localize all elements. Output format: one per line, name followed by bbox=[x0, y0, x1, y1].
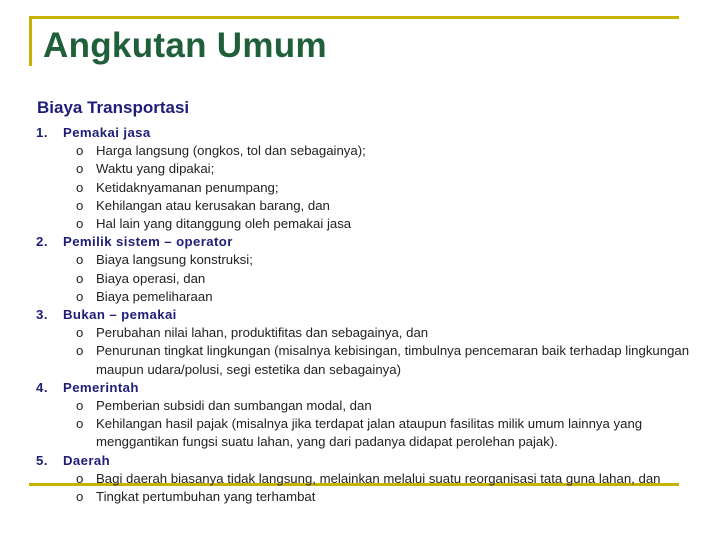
sub-item-text: Perubahan nilai lahan, produktifitas dan sebagainya, dan bbox=[96, 325, 429, 341]
sub-item bbox=[63, 397, 696, 415]
item-heading: Pemakai jasa bbox=[63, 125, 151, 140]
sub-item-text: Ketidaknyamanan penumpang; bbox=[96, 179, 279, 195]
sub-item-text: Pemberian subsidi dan sumbangan modal, dan bbox=[96, 398, 372, 414]
circle-bullet-icon: o bbox=[76, 143, 84, 159]
list-item bbox=[36, 379, 696, 452]
sub-item bbox=[63, 179, 696, 197]
item-heading: Pemilik sistem – operator bbox=[63, 234, 233, 250]
sub-item-text: Bagi daerah biasanya tidak langsung, melainkan melalui suatu reorganisasi tata guna lahan, dan bbox=[96, 470, 661, 486]
slide-subtitle: Biaya Transportasi bbox=[37, 98, 190, 117]
item-heading: Pemerintah bbox=[63, 379, 139, 395]
item-number: 1. bbox=[36, 125, 48, 140]
item-number: 5. bbox=[36, 452, 48, 468]
circle-bullet-icon: o bbox=[76, 325, 84, 341]
item-heading: Daerah bbox=[63, 452, 111, 468]
sub-item-text: Waktu yang dipakai; bbox=[96, 161, 215, 177]
sub-item-text: Kehilangan atau kerusakan barang, dan bbox=[96, 197, 330, 213]
sub-item bbox=[63, 488, 696, 506]
sub-item-text: Harga langsung (ongkos, tol dan sebagainya); bbox=[96, 143, 366, 159]
item-heading: Bukan – pemakai bbox=[63, 307, 177, 323]
circle-bullet-icon: o bbox=[76, 343, 84, 359]
item-number: 4. bbox=[36, 379, 48, 395]
sub-item-text: Biaya operasi, dan bbox=[96, 270, 206, 286]
sub-item bbox=[63, 324, 696, 342]
circle-bullet-icon: o bbox=[76, 489, 84, 505]
list-item bbox=[36, 124, 696, 233]
circle-bullet-icon: o bbox=[76, 398, 84, 414]
item-number: 3. bbox=[36, 307, 48, 323]
sub-item bbox=[63, 470, 696, 488]
sub-item bbox=[63, 342, 696, 378]
item-number: 2. bbox=[36, 234, 48, 250]
list-item bbox=[36, 452, 696, 507]
sub-item-text: Hal lain yang ditanggung oleh pemakai jasa bbox=[96, 216, 352, 232]
sub-item bbox=[63, 251, 696, 269]
sub-item bbox=[63, 415, 696, 451]
sub-item bbox=[63, 197, 696, 215]
sub-item-text: Tingkat pertumbuhan yang terhambat bbox=[96, 489, 316, 505]
circle-bullet-icon: o bbox=[76, 197, 84, 213]
sub-item bbox=[63, 288, 696, 306]
sub-item bbox=[63, 142, 696, 160]
sub-item bbox=[63, 270, 696, 288]
sub-item-text: Penurunan tingkat lingkungan (misalnya kebisingan, timbulnya pencemaran baik terhadap lingkungan maupun udara/polusi, segi estetika dan sebagainya) bbox=[96, 343, 690, 377]
list-item bbox=[36, 306, 696, 379]
sub-item bbox=[63, 160, 696, 178]
sub-item-text: Biaya langsung konstruksi; bbox=[96, 252, 253, 268]
circle-bullet-icon: o bbox=[76, 288, 84, 304]
circle-bullet-icon: o bbox=[76, 216, 84, 232]
circle-bullet-icon: o bbox=[76, 179, 84, 195]
list-item bbox=[36, 233, 696, 306]
sub-item-text: Kehilangan hasil pajak (misalnya jika terdapat jalan ataupun fasilitas milik umum lainnya yang menggantikan fungsi suatu lahan, yang dari padanya didapat perolehan pajak). bbox=[96, 416, 643, 450]
sub-item bbox=[63, 215, 696, 233]
cost-list bbox=[36, 124, 696, 506]
slide-title: Angkutan Umum bbox=[43, 26, 327, 65]
circle-bullet-icon: o bbox=[76, 470, 84, 486]
frame-left-line bbox=[29, 16, 32, 66]
frame-top-line bbox=[29, 16, 679, 19]
circle-bullet-icon: o bbox=[76, 270, 84, 286]
sub-item-text: Biaya pemeliharaan bbox=[96, 288, 213, 304]
circle-bullet-icon: o bbox=[76, 252, 84, 268]
circle-bullet-icon: o bbox=[76, 416, 84, 432]
circle-bullet-icon: o bbox=[76, 161, 84, 177]
